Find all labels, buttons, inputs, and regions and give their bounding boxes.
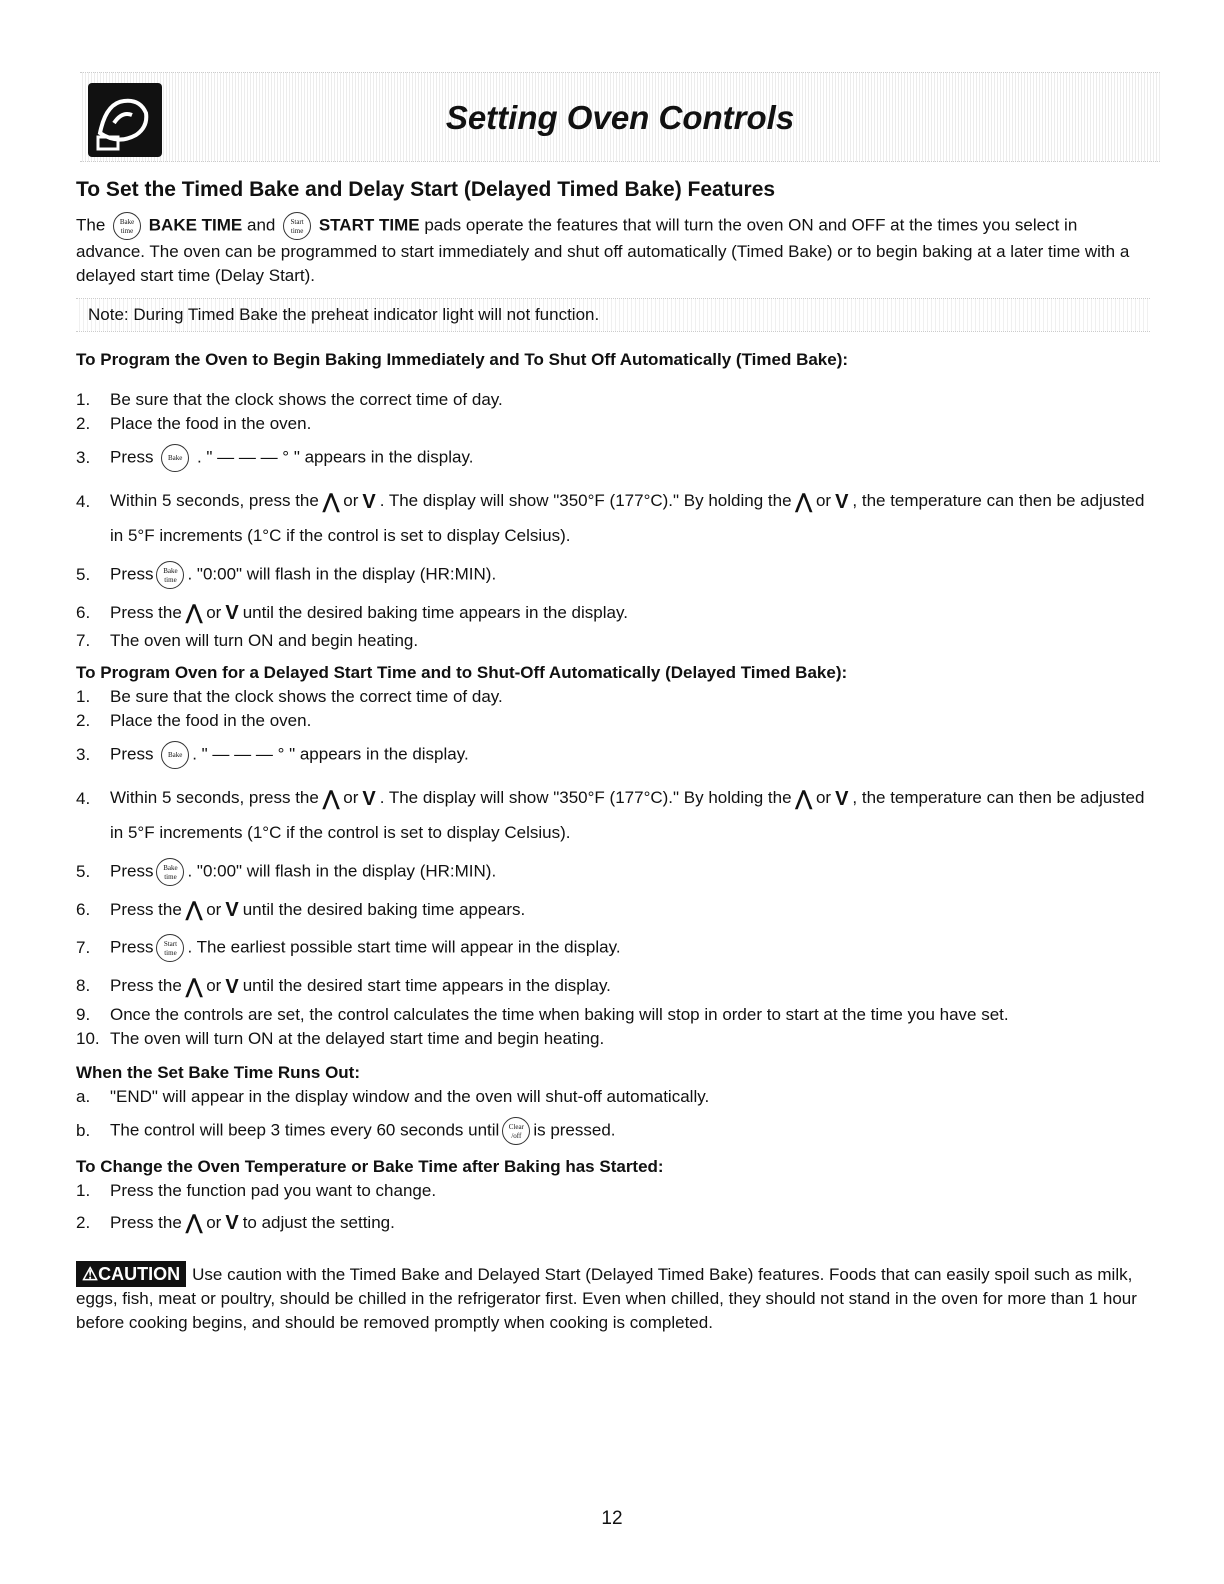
list-item: 1. Press the function pad you want to change. xyxy=(76,1180,437,1200)
clear-off-pad-icon: Clear /off xyxy=(502,1117,530,1145)
up-arrow-icon: ⋀ xyxy=(795,490,812,513)
section-title: To Set the Timed Bake and Delay Start (Delayed Timed Bake) Features xyxy=(76,178,776,201)
list-item: 2. Place the food in the oven. xyxy=(76,414,312,433)
down-arrow-icon: V xyxy=(225,899,239,922)
intro-text: pads operate the features that will turn the oven ON and OFF at the times you select in advance. The oven can be programmed to start immediately and shut off automatically (Timed Bake) or to begin baking at a later time with a delayed start time (Delay Start). xyxy=(76,215,1130,285)
down-arrow-icon: V xyxy=(225,602,239,625)
page-number: 12 xyxy=(601,1508,623,1529)
page-title: Setting Oven Controls xyxy=(445,99,795,136)
up-arrow-icon: ⋀ xyxy=(185,899,203,922)
caution-text: Use caution with the Timed Bake and Delayed Start (Delayed Timed Bake) features. Foods that can easily spoil such as milk, eggs, fish, meat or poultry, should be chilled in the refrigerator first. Even when chilled, they should not stand in the oven for more than 1 hour before cooking begins, and should be removed promptly when cooking is completed. xyxy=(76,1265,1137,1333)
intro-text: and xyxy=(247,215,276,235)
list-item: 7. Press Start time . The earliest possible start time will appear in the display. xyxy=(76,934,1150,962)
up-arrow-icon: ⋀ xyxy=(185,975,203,998)
bake-pad-icon: Bake xyxy=(161,741,189,769)
bake-time-label: BAKE TIME xyxy=(148,215,243,235)
intro-paragraph xyxy=(76,212,1150,288)
list-item: 4. Within 5 seconds, press the ⋀ or V . The display will show "350°F (177°C)." By holding the ⋀ or V , the temperature can then be adjusted in 5°F increments (1°C if the control is set to display Celsius). xyxy=(76,484,1150,553)
list-item: 8. Press the ⋀ or V until the desired start time appears in the display. xyxy=(76,975,611,998)
list-item: 3. Press Bake . " — — — ° " appears in the display. xyxy=(76,741,1150,769)
section3-heading: When the Set Bake Time Runs Out: xyxy=(76,1062,361,1082)
down-arrow-icon: V xyxy=(362,787,376,810)
caution-badge: ⚠CAUTION xyxy=(76,1261,186,1287)
section1-heading: To Program the Oven to Begin Baking Immediately and To Shut Off Automatically (Timed Bake): xyxy=(76,350,849,369)
bake-pad-icon: Bake xyxy=(161,444,189,472)
list-item: 6. Press the ⋀ or V until the desired baking time appears. xyxy=(76,899,526,922)
list-item: b. The control will beep 3 times every 60 seconds until Clear /off is pressed. xyxy=(76,1117,1150,1145)
down-arrow-icon: V xyxy=(835,490,849,513)
intro-text: The xyxy=(76,215,106,235)
start-time-pad-icon: Start time xyxy=(283,212,311,240)
list-item: 1. Be sure that the clock shows the correct time of day. xyxy=(76,687,503,707)
bake-time-pad-icon: Bake time xyxy=(156,858,184,886)
down-arrow-icon: V xyxy=(225,1212,239,1235)
list-item: 1. Be sure that the clock shows the correct time of day. xyxy=(76,390,503,409)
up-arrow-icon: ⋀ xyxy=(185,1212,203,1235)
section2-heading: To Program Oven for a Delayed Start Time and to Shut-Off Automatically (Delayed Timed Bake): xyxy=(76,663,848,683)
list-item: 5. Press Bake time . "0:00" will flash in the display (HR:MIN). xyxy=(76,561,1150,589)
down-arrow-icon: V xyxy=(835,787,849,810)
section2-list xyxy=(76,685,1150,1051)
section3-list xyxy=(76,1085,1150,1145)
list-item: 2. Press the ⋀ or V to adjust the setting. xyxy=(76,1212,395,1235)
list-item: 6. Press the ⋀ or V until the desired baking time appears in the display. xyxy=(76,602,628,625)
up-arrow-icon: ⋀ xyxy=(795,787,812,810)
down-arrow-icon: V xyxy=(225,975,239,998)
header-banner xyxy=(80,72,1160,162)
section4-list xyxy=(76,1179,1150,1236)
down-arrow-icon: V xyxy=(362,490,376,513)
section4-heading: To Change the Oven Temperature or Bake Time after Baking has Started: xyxy=(76,1156,664,1176)
note-bar: Note: During Timed Bake the preheat indicator light will not function. xyxy=(76,298,1150,332)
list-item: 4. Within 5 seconds, press the ⋀ or V . The display will show "350°F (177°C)." By holding the ⋀ or V , the temperature can then be adjusted in 5°F increments (1°C if the control is set to display Celsius). xyxy=(76,781,1150,850)
list-item: 2. Place the food in the oven. xyxy=(76,711,312,731)
start-time-pad-icon: Start time xyxy=(156,934,184,962)
bake-time-pad-icon: Bake time xyxy=(156,561,184,589)
section1-list xyxy=(76,388,1150,653)
up-arrow-icon: ⋀ xyxy=(185,602,203,625)
up-arrow-icon: ⋀ xyxy=(322,787,340,810)
list-item: 7. The oven will turn ON and begin heating. xyxy=(76,631,419,651)
list-item: 10. The oven will turn ON at the delayed start time and begin heating. xyxy=(76,1028,605,1048)
list-item: 5. Press Bake time . "0:00" will flash in the display (HR:MIN). xyxy=(76,858,1150,886)
bake-time-pad-icon: Bake time xyxy=(113,212,141,240)
list-item: 9. Once the controls are set, the control calculates the time when baking will stop in order to start at the time you have set. xyxy=(76,1004,1009,1024)
up-arrow-icon: ⋀ xyxy=(322,490,340,513)
caution-paragraph xyxy=(76,1261,1150,1335)
document-body xyxy=(76,176,1150,1335)
list-item: a. "END" will appear in the display window and the oven will shut-off automatically. xyxy=(76,1086,710,1106)
start-time-label: START TIME xyxy=(318,215,420,235)
list-item: 3. Press Bake . " — — — ° " appears in the display. xyxy=(76,444,1150,472)
